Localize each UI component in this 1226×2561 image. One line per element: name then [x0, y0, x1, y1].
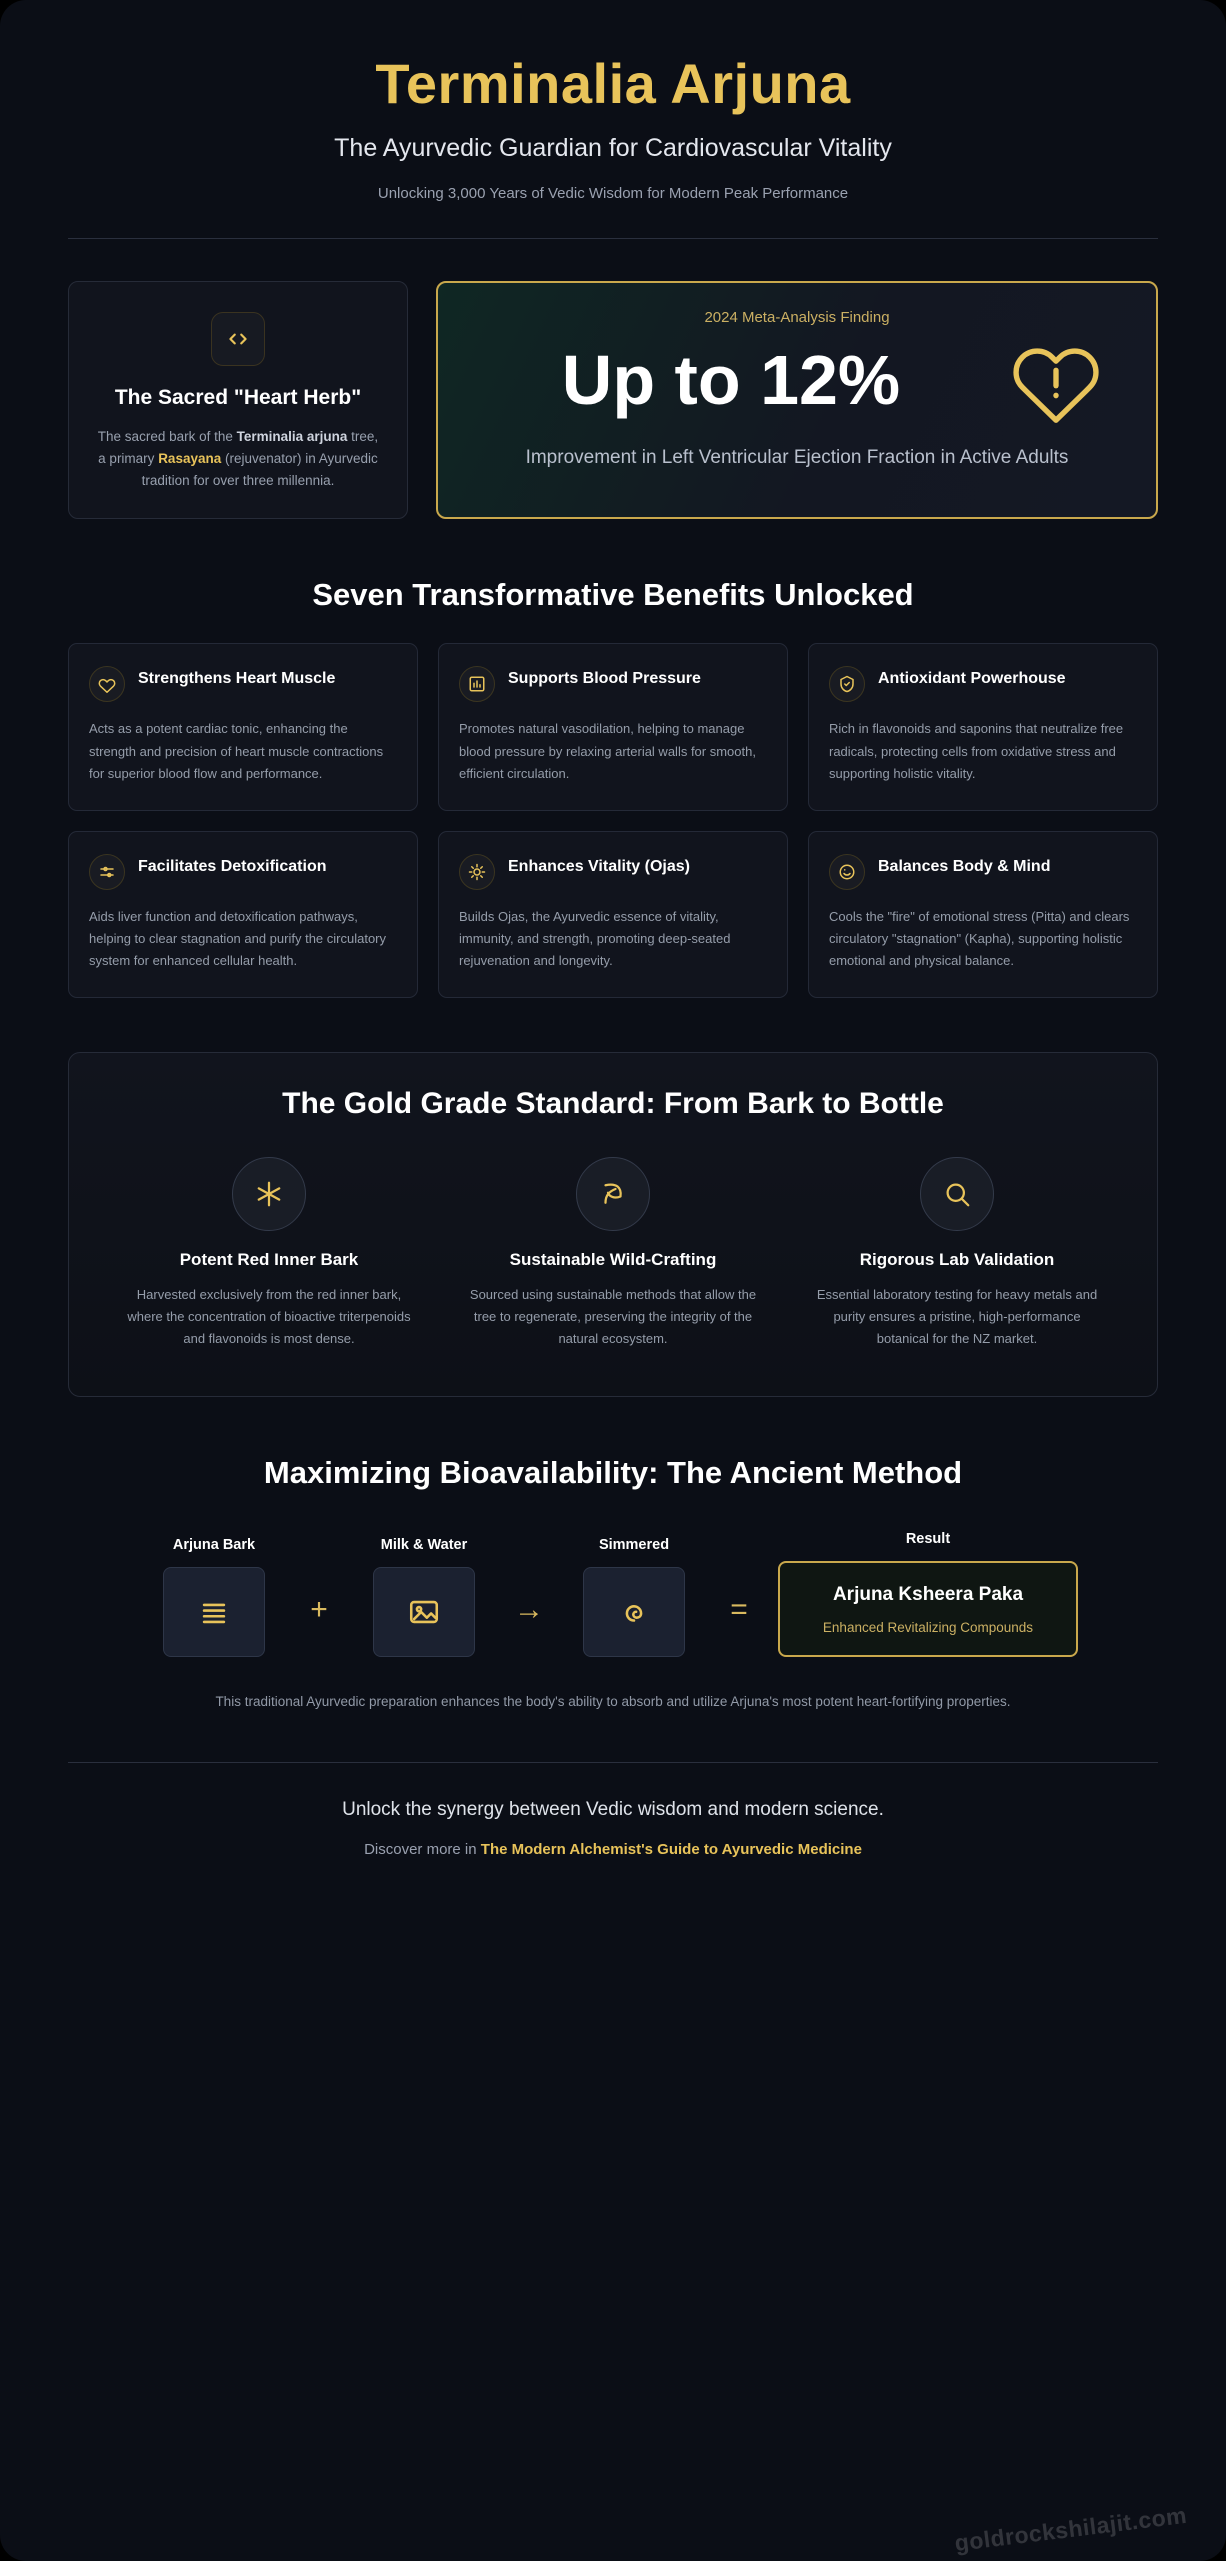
benefit-card [68, 643, 418, 810]
page-subtitle: The Ayurvedic Guardian for Cardiovascular Vitality [334, 134, 892, 163]
bio-step-bark [148, 1537, 280, 1657]
gold-standard-item [109, 1157, 429, 1350]
stat-kicker: 2024 Meta-Analysis Finding [704, 309, 890, 327]
page-tagline: Unlocking 3,000 Years of Vedic Wisdom for Modern Peak Performance [377, 185, 849, 203]
benefit-title: Antioxidant Powerhouse [878, 670, 1066, 688]
watermark: goldrockshilajit.com [953, 2501, 1189, 2557]
benefit-title: Balances Body & Mind [878, 857, 1051, 875]
bio-step-label: Arjuna Bark [172, 1537, 256, 1554]
gold-standard-description: Essential laboratory testing for heavy metals and purity ensures a pristine, high-performance botanical for the NZ market. [816, 1286, 1098, 1346]
bioavailability-heading: Maximizing Bioavailability: The Ancient Method [263, 1454, 963, 1490]
asterisk-icon [232, 1157, 306, 1231]
operator-equals: = [730, 1593, 748, 1627]
sacred-body-part3: (rejuvenator) in Ayurvedic tradition for over three millennia. [141, 450, 378, 489]
benefits-grid-row1 [68, 643, 1158, 810]
sliders-icon [89, 854, 125, 890]
gold-standard-title: Potent Red Inner Bark [179, 1249, 359, 1269]
bark-layers-icon [163, 1567, 265, 1657]
benefit-title: Facilitates Detoxification [138, 857, 327, 875]
benefit-description: Builds Ojas, the Ayurvedic essence of vitality, immunity, and strength, promoting deep-seated rejuvenation and longevity. [459, 908, 731, 969]
benefit-description: Aids liver function and detoxification pathways, helping to clear stagnation and purify the circulatory system for enhanced cellular health. [89, 908, 387, 969]
bar-chart-icon [459, 666, 495, 702]
operator-plus: + [310, 1593, 328, 1627]
header-divider [68, 238, 1158, 239]
search-icon [920, 1157, 994, 1231]
footer [68, 1763, 1158, 1858]
sacred-herb-card [68, 281, 408, 519]
benefit-title: Enhances Vitality (Ojas) [508, 857, 690, 875]
benefit-card [438, 643, 788, 810]
smile-icon [829, 854, 865, 890]
book-title-link[interactable]: The Modern Alchemist's Guide to Ayurvedic Medicine [480, 1841, 862, 1859]
species-name: Terminalia arjuna [236, 428, 348, 444]
image-icon [373, 1567, 475, 1657]
page-title: Terminalia Arjuna [375, 52, 851, 115]
operator-arrow: → [514, 1593, 544, 1627]
sacred-body-part1: The sacred bark of the [97, 428, 237, 444]
bio-result-subtitle: Enhanced Revitalizing Compounds [822, 1619, 1034, 1635]
swirl-icon [583, 1567, 685, 1657]
sacred-card-body [95, 426, 381, 493]
benefit-title: Strengthens Heart Muscle [138, 670, 336, 688]
sun-icon [459, 854, 495, 890]
bio-result [778, 1531, 1078, 1657]
rasayana-term: Rasayana [158, 450, 222, 466]
bio-step-label: Milk & Water [380, 1537, 468, 1554]
bioavailability-note: This traditional Ayurvedic preparation enhances the body's ability to absorb and utilize Arjuna's most potent heart-fortifying properties. [215, 1694, 1011, 1710]
bio-result-label: Result [905, 1530, 951, 1547]
leaf-icon [576, 1157, 650, 1231]
bioavailability-flow [68, 1531, 1158, 1657]
hero-row [68, 281, 1158, 519]
bio-step-milk-water [358, 1537, 490, 1657]
gold-standard-title: Rigorous Lab Validation [859, 1249, 1055, 1269]
benefit-card [808, 831, 1158, 998]
benefit-card [68, 831, 418, 998]
shield-check-icon [829, 666, 865, 702]
bio-result-title: Arjuna Ksheera Paka [832, 1583, 1024, 1605]
heart-alert-icon [1008, 332, 1104, 429]
gold-standard-item [797, 1157, 1117, 1350]
stat-caption: Improvement in Left Ventricular Ejection Fraction in Active Adults [525, 447, 1069, 469]
sacred-body-part2: tree, a primary [98, 428, 379, 466]
heart-icon [89, 666, 125, 702]
gold-standard-description: Sourced using sustainable methods that allow the tree to regenerate, preserving the integrity of the natural ecosystem. [469, 1286, 757, 1346]
stat-number: Up to 12% [561, 341, 901, 420]
benefit-description: Cools the "fire" of emotional stress (Pitta) and clears circulatory "stagnation" (Kapha), supporting holistic emotional and physical balance. [829, 908, 1130, 969]
benefit-description: Acts as a potent cardiac tonic, enhancing the strength and precision of heart muscle contractions for superior blood flow and performance. [89, 721, 384, 782]
gold-standard-item [453, 1157, 773, 1350]
footer-sub-text [68, 1841, 1158, 1858]
benefit-description: Promotes natural vasodilation, helping to manage blood pressure by relaxing arterial walls for smooth, efficient circulation. [459, 721, 756, 782]
footer-sub-prefix: Discover more in [364, 1841, 481, 1859]
gold-standard-panel [68, 1052, 1158, 1397]
bio-step-label: Simmered [598, 1537, 670, 1554]
benefit-title: Supports Blood Pressure [508, 670, 701, 688]
benefits-grid-row2 [68, 831, 1158, 998]
benefits-heading: Seven Transformative Benefits Unlocked [312, 577, 914, 613]
footer-main-text: Unlock the synergy between Vedic wisdom and modern science. [342, 1799, 884, 1821]
code-brackets-icon [211, 312, 265, 366]
gold-standard-title: Sustainable Wild-Crafting [509, 1249, 717, 1269]
sacred-card-title: The Sacred "Heart Herb" [114, 386, 362, 410]
benefit-card [808, 643, 1158, 810]
benefit-card [438, 831, 788, 998]
header [68, 0, 1158, 239]
bio-step-simmered [568, 1537, 700, 1657]
benefit-description: Rich in flavonoids and saponins that neutralize free radicals, protecting cells from oxidative stress and supporting holistic vitality. [829, 721, 1124, 782]
gold-standard-description: Harvested exclusively from the red inner bark, where the concentration of bioactive triterpenoids and flavonoids is most dense. [127, 1286, 411, 1346]
gold-standard-heading: The Gold Grade Standard: From Bark to Bottle [282, 1086, 944, 1120]
meta-analysis-stat-card [436, 281, 1158, 519]
